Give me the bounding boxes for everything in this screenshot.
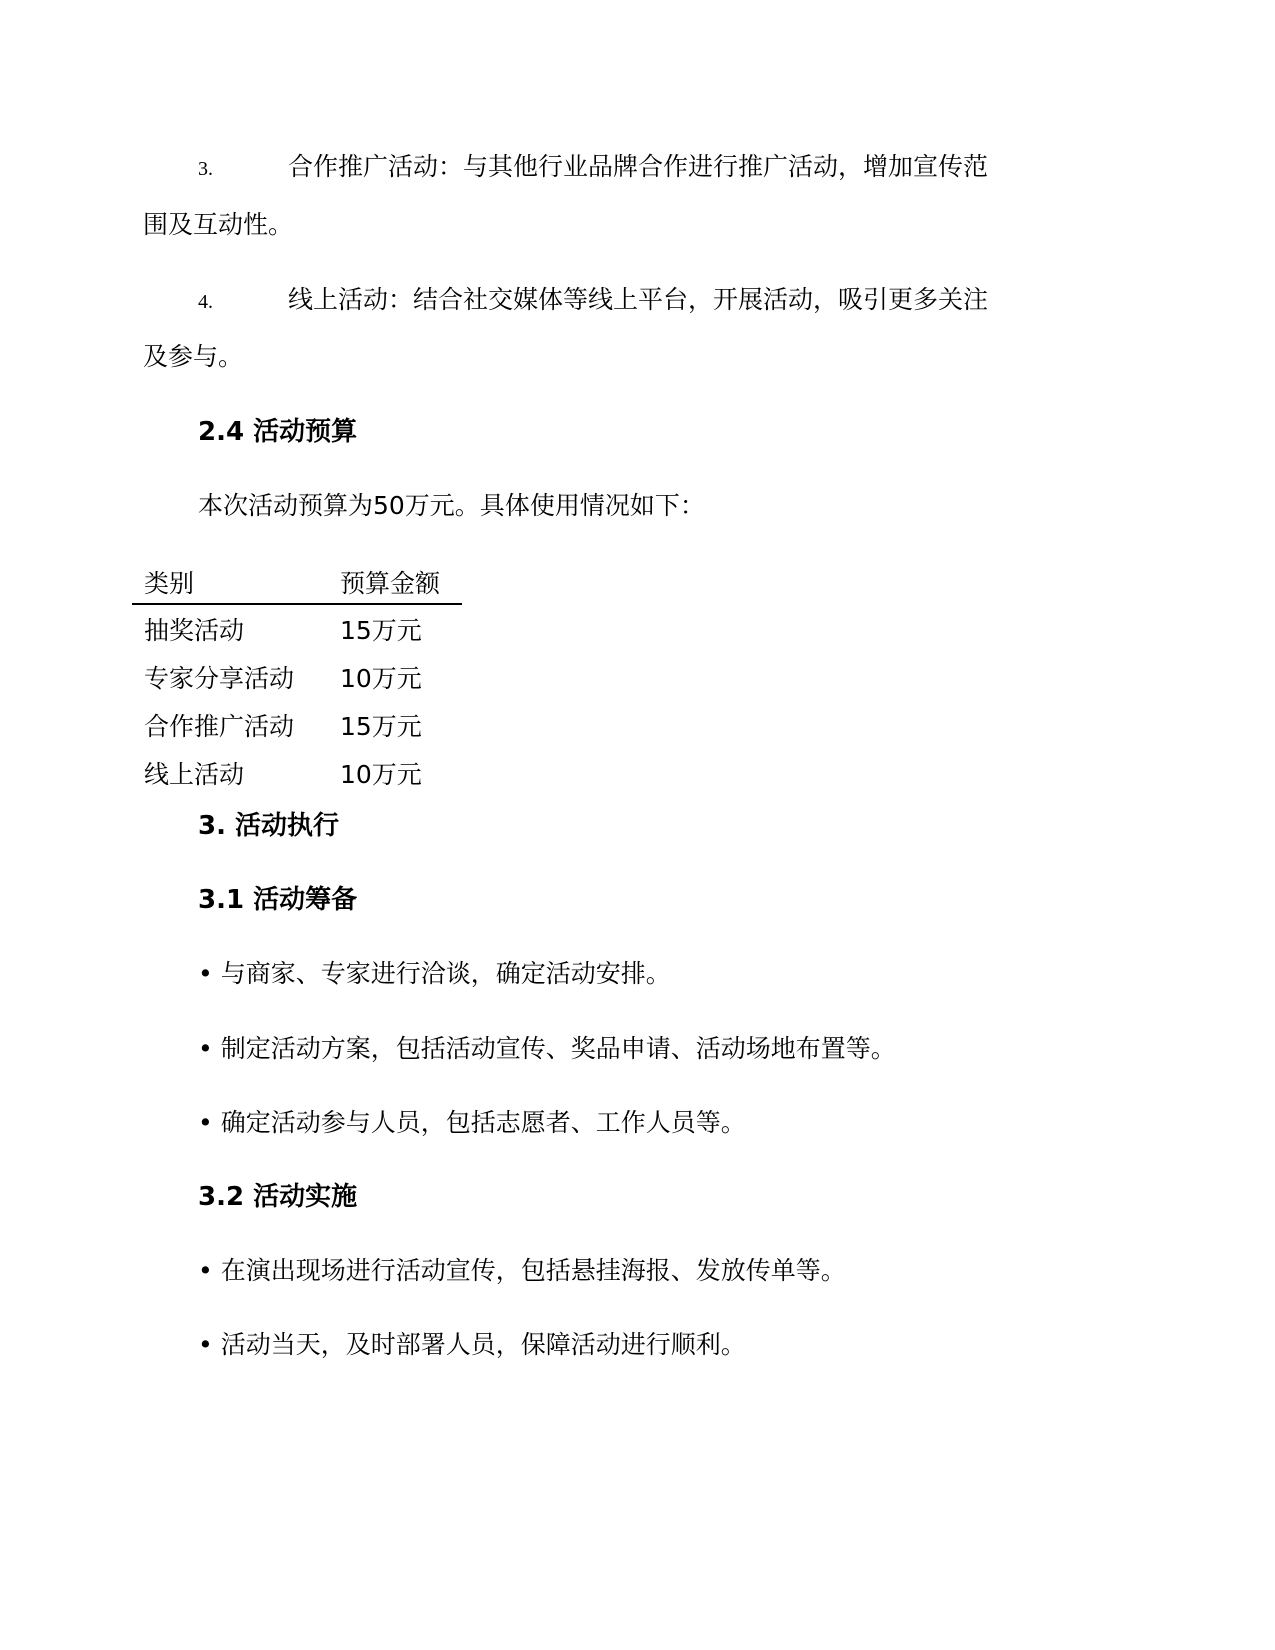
bullet-item: • 在演出现场进行活动宣传，包括悬挂海报、发放传单等。 xyxy=(198,1256,846,1285)
bullet-item: • 确定活动参与人员，包括志愿者、工作人员等。 xyxy=(198,1108,746,1137)
item-3-continuation: 围及互动性。 xyxy=(143,210,294,239)
item-text-line1: 合作推广活动：与其他行业品牌合作进行推广活动，增加宣传范 xyxy=(288,152,989,181)
cell-category: 专家分享活动 xyxy=(144,664,295,693)
header-category: 类别 xyxy=(132,561,328,604)
item-text-line1: 线上活动：结合社交媒体等线上平台，开展活动，吸引更多关注 xyxy=(288,285,989,314)
section-heading-3-1: 3.1 活动筹备 xyxy=(198,885,358,915)
bullet-item: • 制定活动方案，包括活动宣传、奖品申请、活动场地布置等。 xyxy=(198,1034,896,1063)
cell-category: 抽奖活动 xyxy=(144,616,245,645)
budget-intro: 本次活动预算为50万元。具体使用情况如下： xyxy=(198,491,705,520)
header-amount: 预算金额 xyxy=(328,561,462,604)
table-row xyxy=(132,653,462,701)
item-4-continuation: 及参与。 xyxy=(143,342,244,371)
cell-amount: 10万元 xyxy=(340,760,422,789)
item-number: 4. xyxy=(198,291,213,313)
bullet-item: • 活动当天，及时部署人员，保障活动进行顺利。 xyxy=(198,1330,746,1359)
cell-amount: 15万元 xyxy=(340,712,422,741)
numbered-item-3 xyxy=(198,152,1078,182)
bullet-item: • 与商家、专家进行洽谈，确定活动安排。 xyxy=(198,959,671,988)
table-row xyxy=(132,604,462,653)
section-heading-2-4: 2.4 活动预算 xyxy=(198,417,358,447)
item-number: 3. xyxy=(198,158,213,180)
budget-table-wrapper xyxy=(132,561,462,797)
section-heading-3-2: 3.2 活动实施 xyxy=(198,1182,358,1212)
table-row xyxy=(132,701,462,749)
numbered-item-4 xyxy=(198,285,1078,315)
section-heading-3: 3. 活动执行 xyxy=(198,811,340,841)
cell-amount: 10万元 xyxy=(340,664,422,693)
cell-category: 线上活动 xyxy=(144,760,245,789)
cell-amount: 15万元 xyxy=(340,616,422,645)
table-header-row xyxy=(132,561,462,604)
cell-category: 合作推广活动 xyxy=(144,712,295,741)
budget-table xyxy=(132,561,462,797)
table-row xyxy=(132,749,462,797)
